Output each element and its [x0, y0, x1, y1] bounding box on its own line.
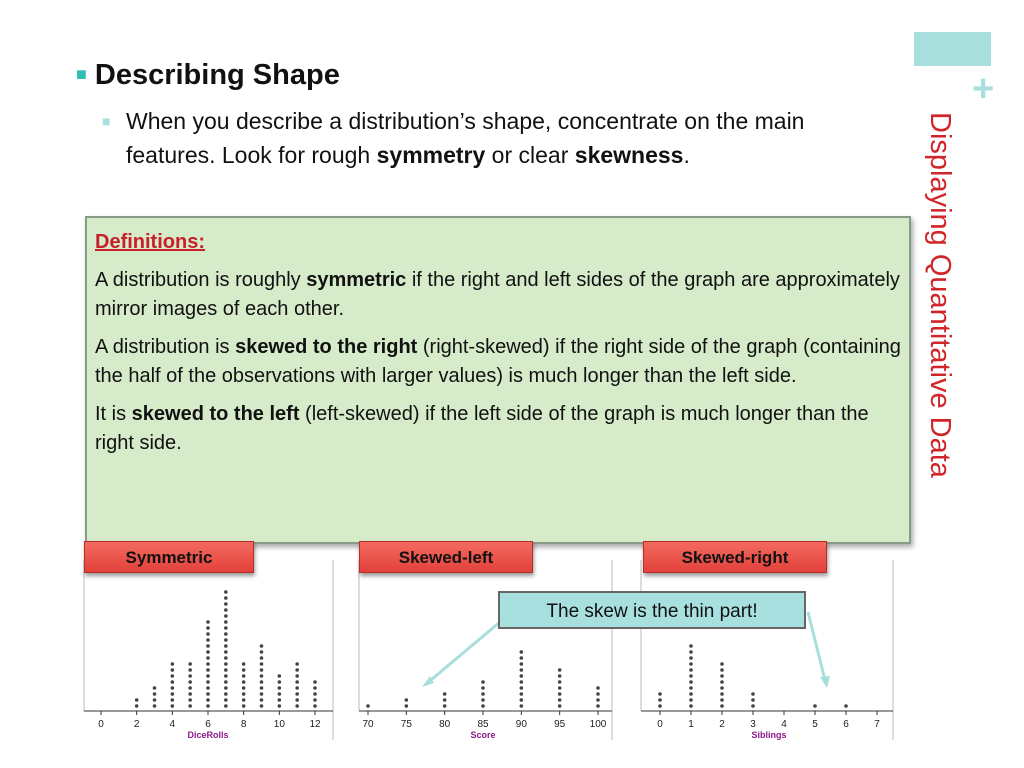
data-dot — [295, 692, 299, 696]
data-dot — [188, 704, 192, 708]
data-dot — [520, 704, 524, 708]
data-dot — [260, 662, 264, 666]
def1-text-c: if the right and left sides of the graph are approximately mirror images of each other. — [95, 269, 900, 320]
data-dot — [224, 662, 228, 666]
data-dot — [720, 668, 724, 672]
data-dot — [224, 698, 228, 702]
x-tick-label: 2 — [719, 719, 725, 730]
data-dot — [558, 698, 562, 702]
data-dot — [224, 686, 228, 690]
data-dot — [689, 668, 693, 672]
data-dot — [720, 686, 724, 690]
x-tick-label: 4 — [781, 719, 787, 730]
data-dot — [224, 632, 228, 636]
data-dot — [443, 704, 447, 708]
data-dot — [260, 656, 264, 660]
data-dot — [224, 608, 228, 612]
data-dot — [206, 626, 210, 630]
data-dot — [260, 692, 264, 696]
data-dot — [153, 704, 157, 708]
data-dot — [153, 698, 157, 702]
def2-term: skewed to the right — [235, 336, 418, 358]
data-dot — [689, 680, 693, 684]
data-dot — [224, 596, 228, 600]
x-axis-label: Score — [470, 730, 496, 740]
data-dot — [405, 698, 409, 702]
data-dot — [242, 674, 246, 678]
data-dot — [206, 680, 210, 684]
data-dot — [658, 692, 662, 696]
data-dot — [313, 698, 317, 702]
data-dot — [689, 644, 693, 648]
data-dot — [278, 686, 282, 690]
data-dot — [206, 668, 210, 672]
data-dot — [206, 632, 210, 636]
data-dot — [813, 704, 817, 708]
square-bullet-icon: ■ — [102, 113, 111, 129]
data-dot — [596, 686, 600, 690]
x-tick-label: 4 — [169, 719, 176, 730]
data-dot — [224, 602, 228, 606]
def3-text-c: (left-skewed) if the left side of the graph is much longer than the right side. — [95, 403, 869, 454]
data-dot — [206, 698, 210, 702]
x-tick-label: 6 — [843, 719, 849, 730]
data-dot — [224, 590, 228, 594]
x-tick-label: 5 — [812, 719, 818, 730]
data-dot — [242, 686, 246, 690]
def3-text-a: It is — [95, 403, 132, 425]
data-dot — [720, 662, 724, 666]
data-dot — [844, 704, 848, 708]
data-dot — [720, 674, 724, 678]
def3-term: skewed to the left — [131, 403, 300, 425]
data-dot — [278, 698, 282, 702]
data-dot — [188, 698, 192, 702]
data-dot — [558, 686, 562, 690]
data-dot — [689, 686, 693, 690]
heading-text: Describing Shape — [94, 59, 340, 91]
label-symmetric: Symmetric — [84, 541, 254, 573]
data-dot — [405, 704, 409, 708]
data-dot — [443, 692, 447, 696]
data-dot — [224, 674, 228, 678]
data-dot — [260, 644, 264, 648]
x-tick-label: 6 — [205, 719, 211, 730]
data-dot — [171, 692, 175, 696]
data-dot — [558, 680, 562, 684]
subpoint-text-b: or clear — [485, 142, 575, 168]
skew-callout: The skew is the thin part! — [498, 591, 806, 629]
data-dot — [481, 692, 485, 696]
data-dot — [295, 662, 299, 666]
data-dot — [313, 692, 317, 696]
data-dot — [224, 668, 228, 672]
data-dot — [520, 674, 524, 678]
data-dot — [224, 626, 228, 630]
data-dot — [224, 620, 228, 624]
data-dot — [224, 680, 228, 684]
data-dot — [295, 680, 299, 684]
data-dot — [278, 692, 282, 696]
data-dot — [751, 704, 755, 708]
data-dot — [188, 674, 192, 678]
data-dot — [260, 680, 264, 684]
data-dot — [206, 686, 210, 690]
data-dot — [260, 698, 264, 702]
x-tick-label: 3 — [750, 719, 756, 730]
data-dot — [295, 668, 299, 672]
x-tick-label: 0 — [98, 719, 104, 730]
data-dot — [689, 698, 693, 702]
data-dot — [242, 692, 246, 696]
x-tick-label: 2 — [133, 719, 140, 730]
label-skewed-right: Skewed-right — [643, 541, 827, 573]
data-dot — [224, 638, 228, 642]
data-dot — [720, 704, 724, 708]
def1-term: symmetric — [306, 269, 407, 291]
data-dot — [520, 656, 524, 660]
data-dot — [171, 704, 175, 708]
data-dot — [278, 680, 282, 684]
data-dot — [278, 674, 282, 678]
def2-text-c: (right-skewed) if the right side of the graph (containing the half of the observations with larger values) is much longer than the left side. — [95, 336, 901, 387]
x-tick-label: 7 — [874, 719, 880, 730]
data-dot — [751, 698, 755, 702]
data-dot — [558, 674, 562, 678]
data-dot — [206, 674, 210, 678]
plus-icon: + — [972, 68, 995, 110]
data-dot — [520, 698, 524, 702]
data-dot — [313, 680, 317, 684]
def2-text-a: A distribution is — [95, 336, 236, 358]
data-dot — [295, 686, 299, 690]
data-dot — [295, 704, 299, 708]
data-dot — [206, 620, 210, 624]
data-dot — [260, 650, 264, 654]
data-dot — [171, 680, 175, 684]
x-tick-label: 12 — [309, 719, 321, 730]
data-dot — [295, 674, 299, 678]
data-dot — [242, 704, 246, 708]
data-dot — [224, 644, 228, 648]
x-axis-label: DiceRolls — [187, 730, 229, 740]
x-tick-label: 1 — [688, 719, 694, 730]
data-dot — [171, 662, 175, 666]
data-dot — [689, 650, 693, 654]
data-dot — [188, 686, 192, 690]
data-dot — [751, 692, 755, 696]
data-dot — [188, 662, 192, 666]
data-dot — [689, 662, 693, 666]
data-dot — [206, 692, 210, 696]
x-tick-label: 0 — [657, 719, 663, 730]
data-dot — [520, 680, 524, 684]
data-dot — [720, 680, 724, 684]
data-dot — [481, 704, 485, 708]
x-tick-label: 95 — [554, 719, 566, 730]
data-dot — [720, 698, 724, 702]
data-dot — [658, 698, 662, 702]
data-dot — [520, 692, 524, 696]
data-dot — [260, 668, 264, 672]
data-dot — [313, 704, 317, 708]
data-dot — [366, 704, 370, 708]
data-dot — [224, 704, 228, 708]
data-dot — [260, 686, 264, 690]
subpoint-text-a: When you describe a distribution’s shape, concentrate on the main features. Look for rough — [126, 108, 805, 168]
data-dot — [278, 704, 282, 708]
x-tick-label: 10 — [273, 719, 285, 730]
data-dot — [558, 704, 562, 708]
subpoint-text-c: . — [683, 142, 690, 168]
data-dot — [171, 686, 175, 690]
data-dot — [206, 650, 210, 654]
data-dot — [520, 650, 524, 654]
data-dot — [689, 704, 693, 708]
data-dot — [689, 656, 693, 660]
data-dot — [206, 662, 210, 666]
square-bullet-icon: ■ — [76, 64, 87, 84]
data-dot — [520, 686, 524, 690]
data-dot — [596, 704, 600, 708]
data-dot — [188, 680, 192, 684]
data-dot — [658, 704, 662, 708]
data-dot — [188, 692, 192, 696]
data-dot — [313, 686, 317, 690]
data-dot — [224, 614, 228, 618]
side-title-text: Displaying Quantitative Data — [924, 112, 956, 478]
data-dot — [242, 662, 246, 666]
subpoint-bold-symmetry: symmetry — [376, 142, 486, 168]
data-dot — [242, 698, 246, 702]
data-dot — [171, 698, 175, 702]
data-dot — [260, 704, 264, 708]
data-dot — [260, 674, 264, 678]
x-tick-label: 90 — [515, 719, 527, 730]
plot-background — [359, 560, 612, 740]
x-tick-label: 80 — [439, 719, 451, 730]
data-dot — [206, 704, 210, 708]
x-tick-label: 85 — [477, 719, 489, 730]
data-dot — [443, 698, 447, 702]
data-dot — [206, 656, 210, 660]
data-dot — [153, 692, 157, 696]
data-dot — [520, 662, 524, 666]
data-dot — [689, 674, 693, 678]
data-dot — [224, 692, 228, 696]
data-dot — [242, 680, 246, 684]
data-dot — [188, 668, 192, 672]
subpoint-bold-skewness: skewness — [574, 142, 684, 168]
data-dot — [153, 686, 157, 690]
data-dot — [206, 644, 210, 648]
def1-text-a: A distribution is roughly — [95, 269, 307, 291]
data-dot — [224, 650, 228, 654]
plot-background — [641, 560, 893, 740]
data-dot — [295, 698, 299, 702]
data-dot — [242, 668, 246, 672]
data-dot — [520, 668, 524, 672]
data-dot — [596, 698, 600, 702]
data-dot — [596, 692, 600, 696]
x-tick-label: 100 — [589, 719, 607, 730]
x-axis-label: Siblings — [751, 730, 787, 740]
data-dot — [135, 704, 139, 708]
data-dot — [206, 638, 210, 642]
data-dot — [135, 698, 139, 702]
data-dot — [689, 692, 693, 696]
x-tick-label: 8 — [240, 719, 247, 730]
x-tick-label: 75 — [400, 719, 412, 730]
data-dot — [481, 680, 485, 684]
data-dot — [558, 692, 562, 696]
data-dot — [171, 674, 175, 678]
data-dot — [481, 698, 485, 702]
label-skewed-left: Skewed-left — [359, 541, 533, 573]
data-dot — [481, 686, 485, 690]
data-dot — [558, 668, 562, 672]
data-dot — [720, 692, 724, 696]
data-dot — [171, 668, 175, 672]
x-tick-label: 70 — [362, 719, 374, 730]
data-dot — [224, 656, 228, 660]
definitions-heading: Definitions: — [95, 231, 205, 253]
